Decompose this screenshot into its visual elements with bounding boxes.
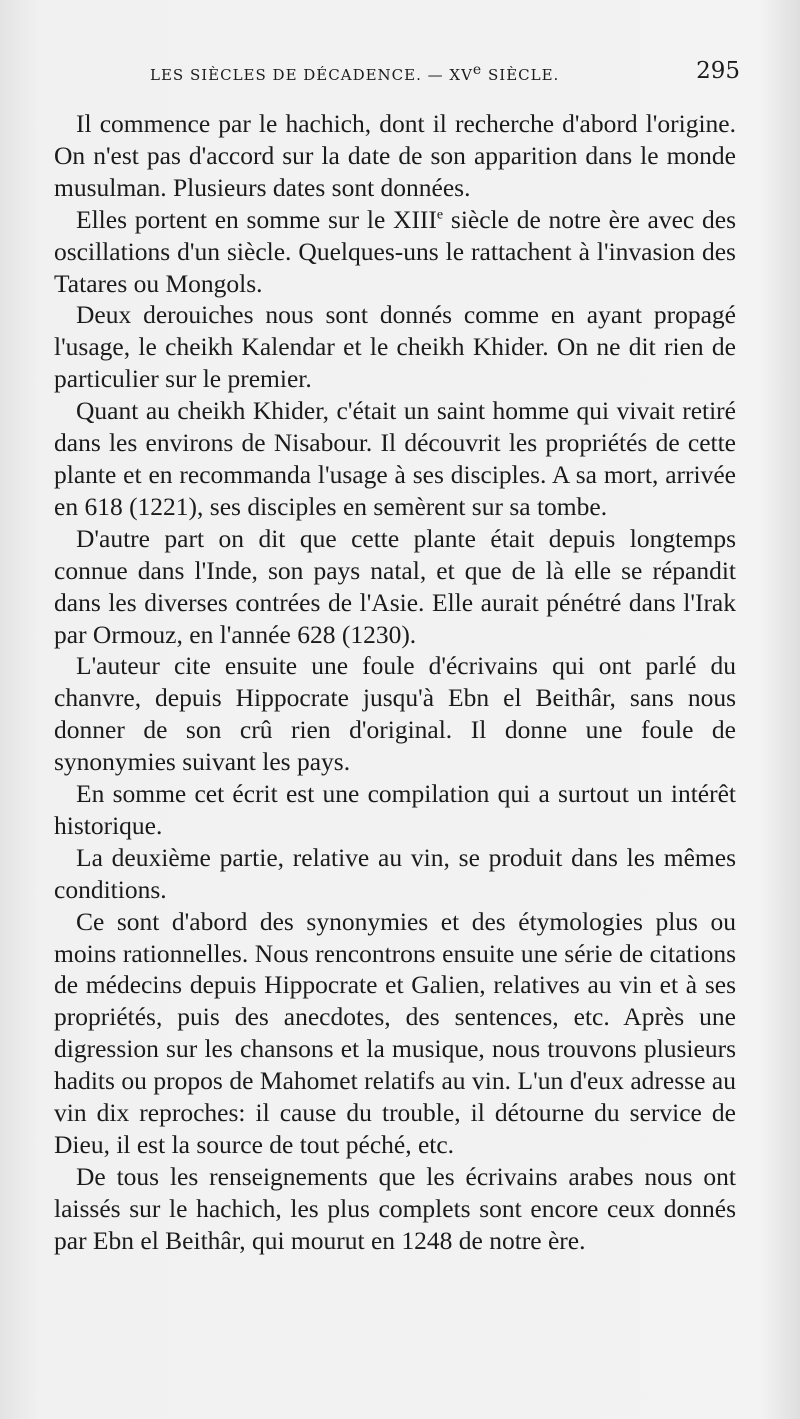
running-head-superscript: e [472,62,483,78]
century-superscript: e [436,207,444,223]
paragraph-2-start: Elles portent en somme sur le XIII [76,204,437,234]
paragraph-2-end: siècle de notre ère avec des oscillations d'un siècle. Quelques-uns le rattachent à l'invasion des Tatares ou Mongols. [54,204,736,298]
paragraph-6: L'auteur cite ensuite une foule d'écrivains qui ont parlé du chanvre, depuis Hippocrate jusqu'à Ebn el Beithâr, sans nous donner de son crû rien d'original. Il donne une foule de synonymies suivant les pays. [54,651,736,777]
paragraph-8: La deuxième partie, relative au vin, se produit dans les mêmes conditions. [54,842,736,904]
page-number: 295 [696,58,740,84]
running-head [150,62,600,84]
paragraph-4: Quant au cheikh Khider, c'était un saint homme qui vivait retiré dans les environs de Nisabour. Il découvrit les propriétés de cette plante et en recommanda l'usage à ses disciples. A sa mort, arrivée en 618 (1221), ses disciples en semèrent sur sa tombe. [54,396,736,521]
paragraph-9: Ce sont d'abord des synonymies et des étymologies plus ou moins rationnelles. Nous rencontrons ensuite une série de citations de médecins depuis Hippocrate et Galien, relatives au vin et à ses propriétés, puis des anecdotes, des sentences, etc. Après une digression sur les chansons et la musique, nous trouvons plusieurs hadits ou propos de Mahomet relatifs au vin. L'un d'eux adresse au vin dix reproches: il cause du trouble, il détourne du service de Dieu, il est la source de tout péché, etc. [54,906,736,1159]
running-head-tail: SIÈCLE. [482,66,560,84]
paragraph-3: Deux derouiches nous sont donnés comme en ayant propagé l'usage, le cheikh Kalendar et le cheikh Khider. On ne dit rien de particulier sur le premier. [54,300,736,394]
paragraph-10: De tous les renseignements que les écrivains arabes nous ont laissés sur le hachich, les plus complets sont encore ceux donnés par Ebn el Beithâr, qui mourut en 1248 de notre ère. [54,1161,736,1255]
body-text [54,108,736,1257]
paragraph-7: En somme cet écrit est une compilation qui a surtout un intérêt historique. [54,779,736,840]
paragraph-1: Il commence par le hachich, dont il recherche d'abord l'origine. On n'est pas d'accord sur la date de son apparition dans le monde musulman. Plusieurs dates sont données. [54,109,736,202]
paragraph-5: D'autre part on dit que cette plante était depuis longtemps connue dans l'Inde, son pays natal, et que de là elle se répandit dans les diverses contrées de l'Asie. Elle aurait pénétré dans l'Irak par Ormouz, en l'année 628 (1230). [54,523,736,649]
paragraph-2 [54,204,736,300]
running-head-title: LES SIÈCLES DE DÉCADENCE. — XV [150,66,473,84]
